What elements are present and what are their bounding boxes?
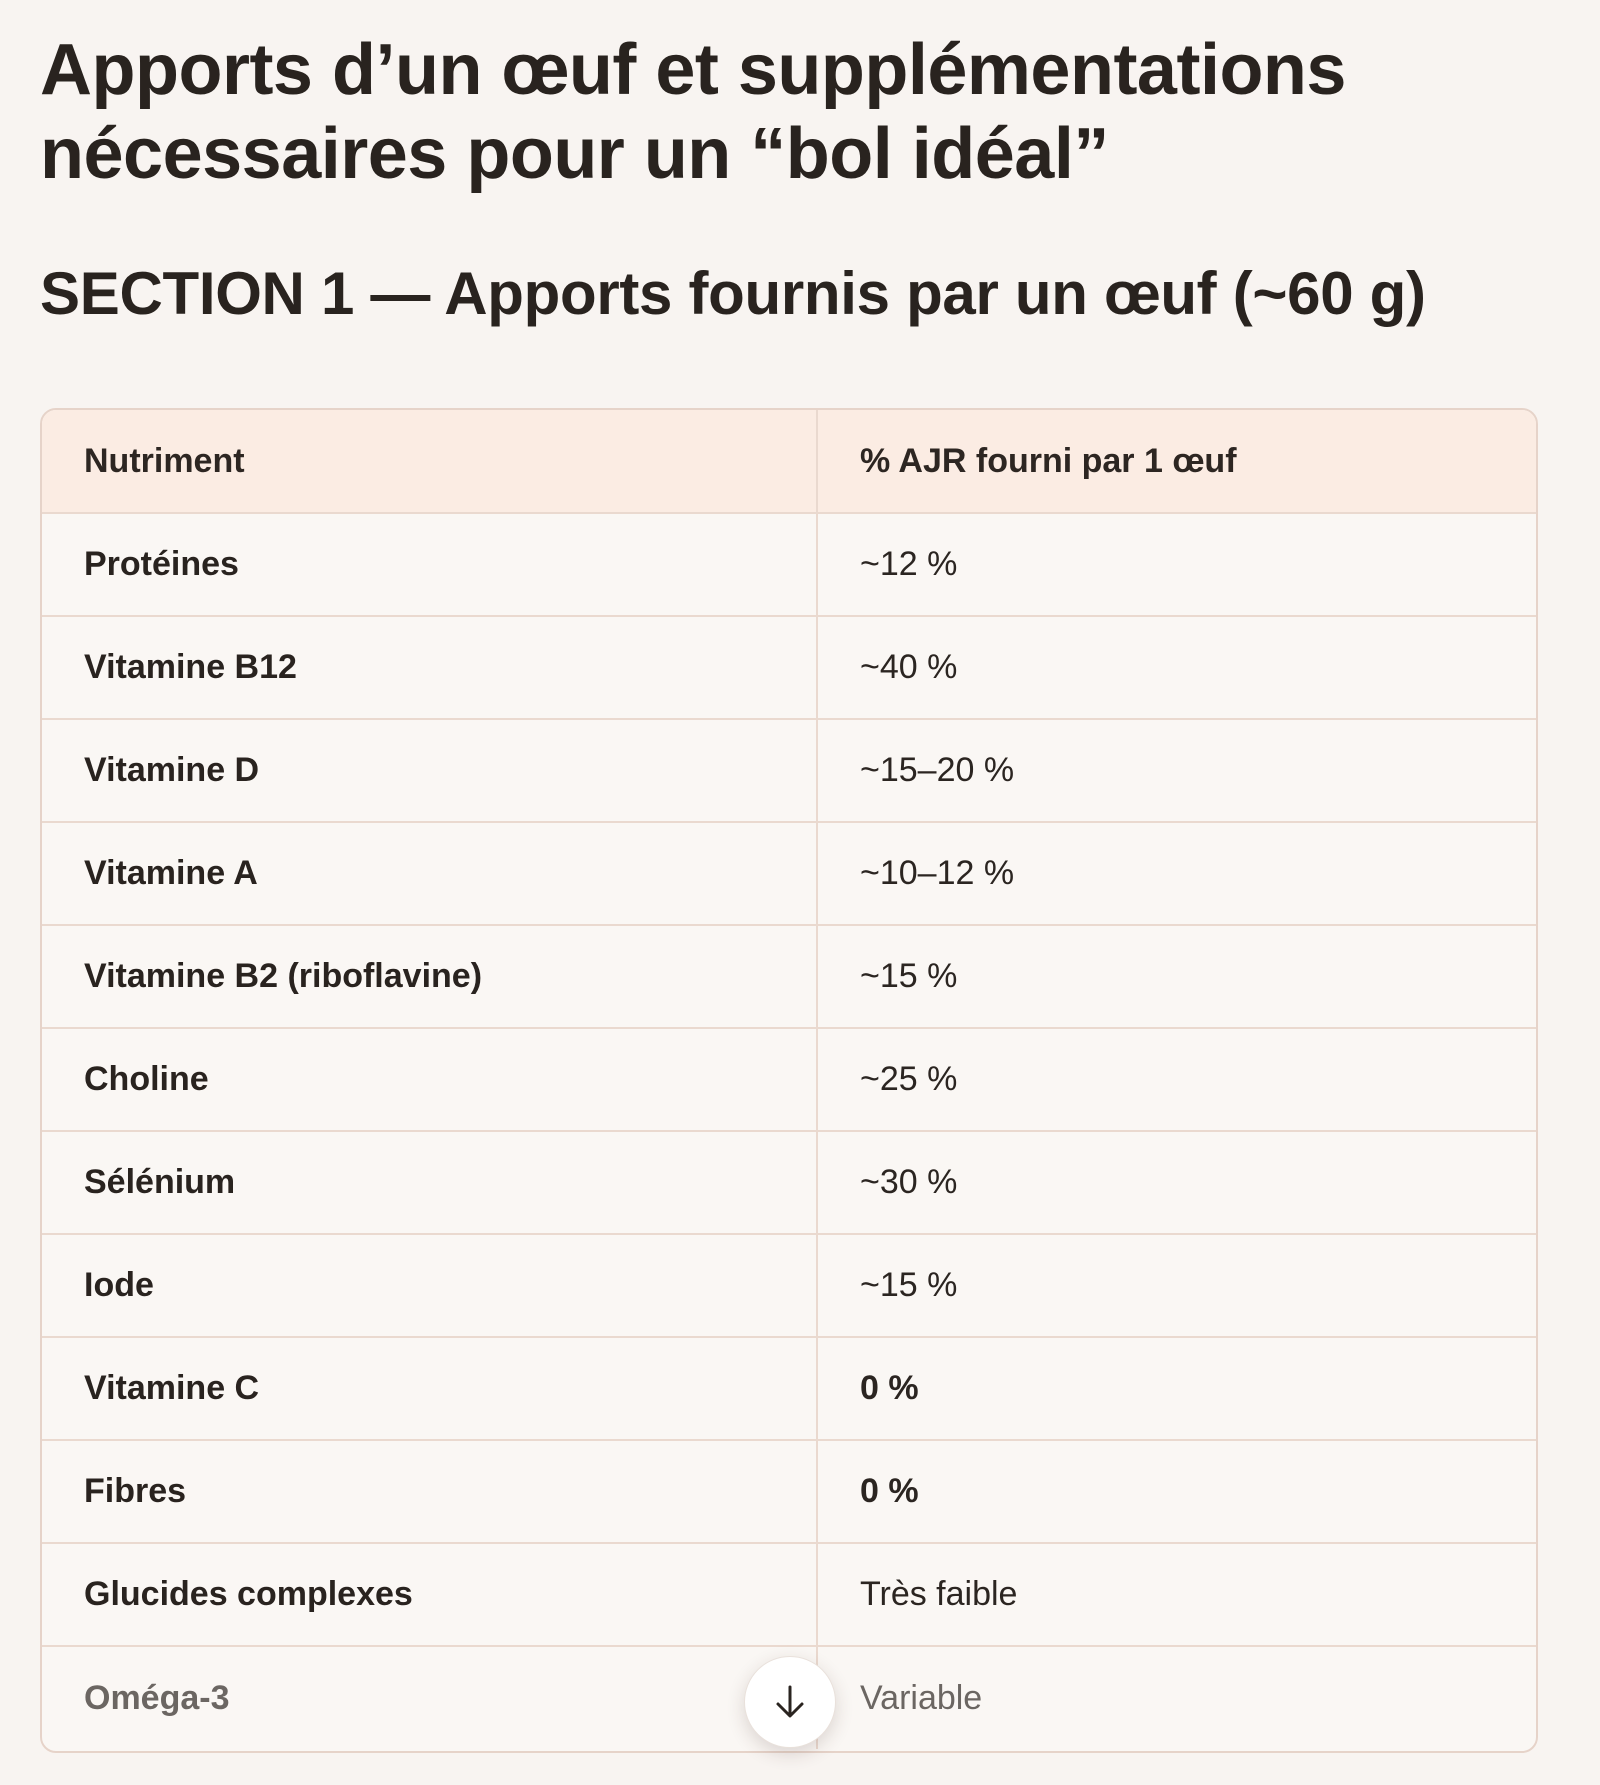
scroll-down-button[interactable]: [744, 1656, 836, 1748]
column-header-ajr: % AJR fourni par 1 œuf: [817, 410, 1536, 513]
table-row: [42, 616, 1536, 719]
table-row: [42, 719, 1536, 822]
nutrient-name: Glucides complexes: [42, 1543, 817, 1646]
nutrient-value: 0 %: [817, 1337, 1536, 1440]
nutrient-value: ~15–20 %: [817, 719, 1536, 822]
nutrient-name: Vitamine B2 (riboflavine): [42, 925, 817, 1028]
table-row: [42, 1028, 1536, 1131]
nutrient-value: ~25 %: [817, 1028, 1536, 1131]
nutrient-value: Variable: [860, 1678, 983, 1717]
column-header-nutrient: Nutriment: [42, 410, 817, 513]
nutrient-value: Très faible: [817, 1543, 1536, 1646]
nutrient-value: ~30 %: [817, 1131, 1536, 1234]
nutrient-value: ~15 %: [817, 1234, 1536, 1337]
nutrient-name: Vitamine C: [42, 1337, 817, 1440]
nutrient-name: Sélénium: [42, 1131, 817, 1234]
nutrient-table: [42, 410, 1536, 1749]
nutrient-name: Oméga-3: [42, 1646, 817, 1749]
nutrient-value: 0 %: [817, 1440, 1536, 1543]
nutrient-name: Vitamine B12: [42, 616, 817, 719]
nutrient-name: Vitamine A: [42, 822, 817, 925]
nutrient-name: Vitamine D: [42, 719, 817, 822]
section-heading: SECTION 1 — Apports fournis par un œuf (~60 g): [40, 260, 1426, 327]
nutrient-value: ~12 %: [817, 513, 1536, 616]
table-row: [42, 1337, 1536, 1440]
nutrient-name: Iode: [42, 1234, 817, 1337]
nutrient-name: Choline: [42, 1028, 817, 1131]
nutrient-value: ~40 %: [817, 616, 1536, 719]
table-row: [42, 1543, 1536, 1646]
table-row: [42, 925, 1536, 1028]
nutrient-name: Protéines: [42, 513, 817, 616]
table-row: [42, 822, 1536, 925]
nutrient-value: ~15 %: [817, 925, 1536, 1028]
nutrient-value: ~10–12 %: [817, 822, 1536, 925]
arrow-down-icon: [770, 1682, 810, 1722]
table-row: [42, 1234, 1536, 1337]
table-header-row: [42, 410, 1536, 513]
nutrient-name: Fibres: [42, 1440, 817, 1543]
table-row: [42, 1131, 1536, 1234]
page-title: Apports d’un œuf et supplémentations nécessaires pour un “bol idéal”: [40, 30, 1346, 194]
nutrient-table-container: [40, 408, 1538, 1753]
table-row: [42, 1440, 1536, 1543]
table-row: [42, 513, 1536, 616]
